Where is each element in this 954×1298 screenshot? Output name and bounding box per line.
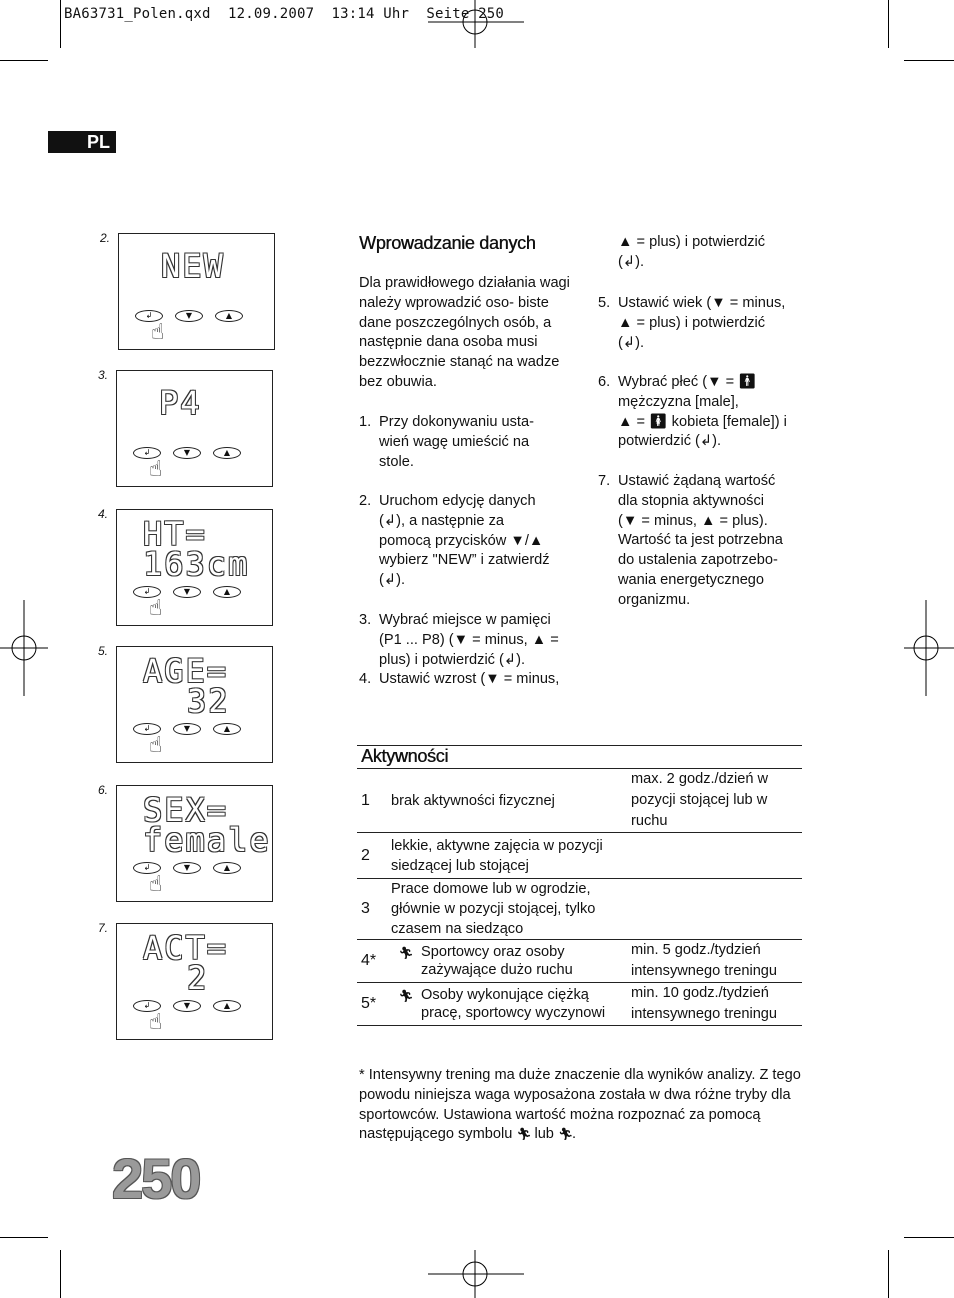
activity-table-title: Aktywności — [357, 746, 802, 769]
up-button[interactable]: ▲ — [213, 862, 241, 874]
activity-table — [357, 745, 802, 1026]
enter-button[interactable]: ↲ — [133, 862, 161, 874]
activity-level: 1 — [361, 791, 370, 809]
down-button[interactable]: ▼ — [173, 586, 201, 598]
enter-arrow-icon: ↲ — [622, 253, 636, 270]
enter-arrow-icon: ↲ — [699, 433, 713, 450]
enter-button[interactable]: ↲ — [135, 310, 163, 322]
enter-arrow-icon: ↲ — [503, 651, 517, 668]
panel-step-number: 2. — [100, 231, 111, 245]
footnote: * Intensywny trening ma duże znaczenie dla wyników analizy. Z tego powodu niniejsza waga wyposażona została w dwa różne tryby dla sportowców. Ustawiona wartość można rozpoznać za pomocą następującego symbolu 🏃︎ lub 🏃︎. — [359, 1066, 805, 1145]
triangle-up-icon: ▲ — [701, 512, 716, 529]
lcd-text-line1: HT= — [143, 515, 207, 553]
registration-mark-icon — [0, 600, 48, 696]
activity-row — [357, 940, 802, 983]
activity-description: Sportowcy oraz osoby zażywające dużo ruchu — [421, 943, 573, 978]
lcd-text-line2: 163cm — [143, 545, 250, 583]
panel-step-number: 6. — [98, 783, 109, 797]
enter-arrow-icon: ↲ — [383, 572, 397, 589]
registration-mark-icon — [904, 600, 954, 696]
sport-icon: 🏃︎ — [516, 1127, 532, 1142]
triangle-down-icon: ▼ — [510, 532, 525, 549]
enter-button[interactable]: ↲ — [133, 1000, 161, 1012]
activity-description: lekkie, aktywne zajęcia w pozycji siedzącej lub stojącej — [391, 837, 603, 874]
triangle-down-icon: ▼ — [622, 512, 638, 529]
activity-note: max. 2 godz./dzień w pozycji stojącej lub w ruchu — [631, 771, 769, 829]
lcd-text-line1: ACT= — [143, 929, 229, 967]
lcd-text-line2: 32 — [187, 682, 230, 720]
crop-mark — [904, 1237, 954, 1238]
sport-plus-icon: 🏃︎ — [398, 988, 414, 1003]
enter-arrow-icon: ↲ — [383, 512, 397, 529]
activity-description: brak aktywności fizycznej — [391, 792, 555, 809]
enter-arrow-icon: ↲ — [622, 334, 636, 351]
lcd-display-panel — [116, 509, 273, 626]
intro-text: Dla prawidłowego działania wagi należy wprowadzić oso- biste dane poszczególnych osób, a następnie dana osoba musi bezzwłocznie stanąć na wadze bez obuwia. — [359, 275, 570, 390]
down-button[interactable]: ▼ — [173, 862, 201, 874]
crop-mark — [0, 60, 48, 61]
hand-pointer-icon: ☝︎ — [149, 457, 163, 482]
sport-icon: 🏃︎ — [398, 945, 414, 960]
activity-level: 2 — [361, 846, 370, 864]
crop-mark — [60, 0, 61, 48]
activity-description: Prace domowe lub w ogrodzie, głównie w pozycji stojącej, tylko czasem na siedząco — [391, 881, 596, 937]
up-button[interactable]: ▲ — [213, 1000, 241, 1012]
registration-mark-icon — [428, 1250, 524, 1298]
hand-pointer-icon: ☝︎ — [149, 733, 163, 758]
lcd-text-line1: NEW — [161, 247, 225, 285]
activity-row — [357, 983, 802, 1026]
triangle-down-icon: ▼ — [711, 295, 726, 311]
activity-note: min. 5 godz./tydzień intensywnego treningu — [631, 942, 778, 979]
crop-mark — [888, 1250, 889, 1298]
panel-step-number: 5. — [98, 644, 109, 658]
lcd-text-line1: AGE= — [143, 652, 229, 690]
triangle-down-icon: ▼ — [707, 374, 722, 390]
up-button[interactable]: ▲ — [213, 586, 241, 598]
down-button[interactable]: ▼ — [173, 447, 201, 459]
panel-step-number: 3. — [98, 368, 109, 382]
panel-step-number: 4. — [98, 507, 109, 521]
enter-button[interactable]: ↲ — [133, 447, 161, 459]
up-button[interactable]: ▲ — [213, 723, 241, 735]
female-icon: 🚺︎ — [649, 413, 668, 430]
activity-row — [357, 879, 802, 940]
sport-plus-icon: 🏃︎ — [557, 1127, 574, 1142]
triangle-down-icon: ▼ — [485, 671, 500, 687]
down-button[interactable]: ▼ — [175, 310, 203, 322]
enter-button[interactable]: ↲ — [133, 586, 161, 598]
triangle-up-icon: ▲ — [618, 314, 633, 331]
lcd-display-panel — [116, 370, 273, 487]
lcd-display-panel — [116, 785, 273, 902]
lcd-text-line2: 2 — [187, 959, 209, 997]
hand-pointer-icon: ☝︎ — [151, 320, 165, 345]
lcd-text-line2: female — [143, 821, 271, 859]
triangle-up-icon: ▲ — [618, 413, 633, 430]
lcd-text-line1: P4 — [159, 384, 202, 422]
lcd-display-panel — [116, 646, 273, 763]
lcd-display-panel — [116, 923, 273, 1040]
activity-level: 5* — [361, 995, 377, 1012]
crop-mark — [904, 60, 954, 61]
activity-row — [357, 833, 802, 879]
activity-note: min. 10 godz./tydzień intensywnego treningu — [631, 985, 778, 1022]
activity-level: 4* — [361, 952, 377, 969]
up-button[interactable]: ▲ — [213, 447, 241, 459]
enter-button[interactable]: ↲ — [133, 723, 161, 735]
crop-mark — [888, 0, 889, 48]
activity-level: 3 — [361, 900, 370, 917]
male-icon: 🚹︎ — [738, 374, 757, 390]
triangle-up-icon: ▲ — [531, 631, 547, 648]
crop-mark — [60, 1250, 61, 1298]
triangle-up-icon: ▲ — [618, 234, 633, 250]
section-title: Wprowadzanie danych — [359, 233, 536, 253]
down-button[interactable]: ▼ — [173, 723, 201, 735]
activity-description: Osoby wykonujące ciężką pracę, sportowcy wyczynowi — [421, 986, 606, 1021]
hand-pointer-icon: ☝︎ — [149, 596, 163, 621]
panel-step-number: 7. — [98, 921, 109, 935]
file-slug: BA63731_Polen.qxd 12.09.2007 13:14 Uhr Seite 250 — [64, 6, 505, 22]
lcd-display-panel — [118, 233, 275, 350]
language-tab: PL — [48, 131, 116, 153]
hand-pointer-icon: ☝︎ — [149, 872, 163, 897]
crop-mark — [0, 1237, 48, 1238]
lcd-text-line1: SEX= — [143, 791, 229, 829]
activity-row — [357, 769, 802, 833]
up-button[interactable]: ▲ — [215, 310, 243, 322]
hand-pointer-icon: ☝︎ — [149, 1010, 163, 1035]
down-button[interactable]: ▼ — [173, 1000, 201, 1012]
triangle-down-icon: ▼ — [453, 631, 469, 648]
page-number: 250 — [112, 1147, 200, 1210]
triangle-up-icon: ▲ — [528, 532, 544, 549]
